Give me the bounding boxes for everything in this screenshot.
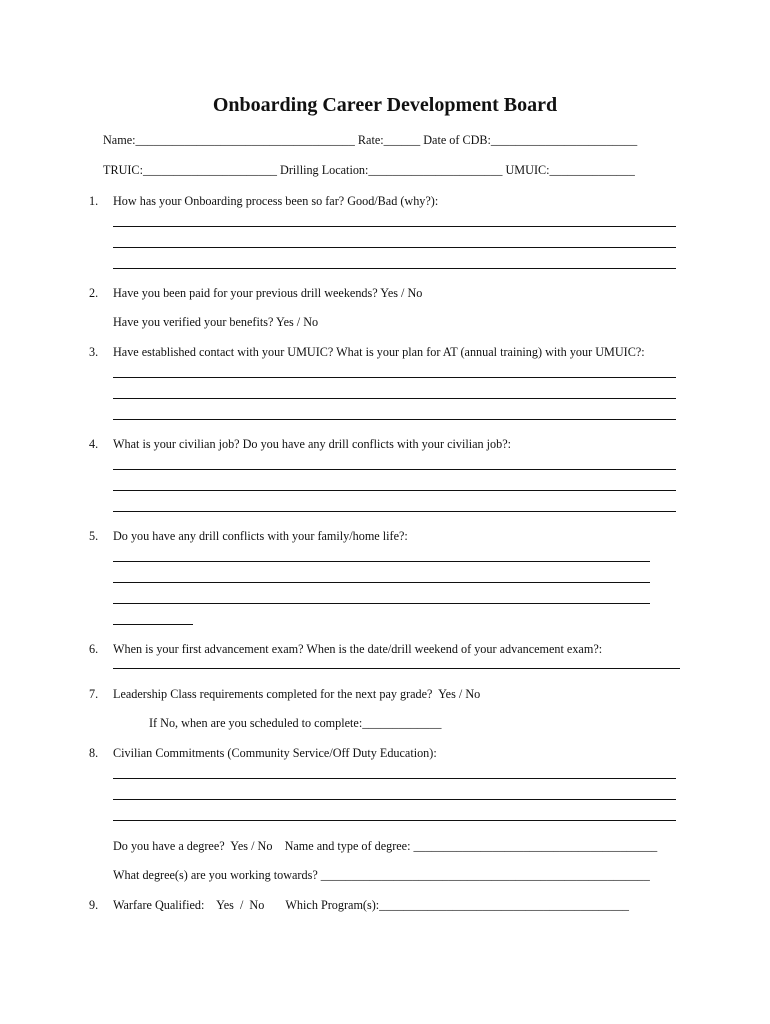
- answer-line[interactable]: [113, 624, 193, 625]
- question-number: 3.: [89, 345, 99, 359]
- answer-line[interactable]: [113, 469, 676, 470]
- answer-line[interactable]: [113, 226, 676, 227]
- answer-line[interactable]: [113, 490, 676, 491]
- question-1-text: How has your Onboarding process been so far? Good/Bad (why?):: [113, 194, 439, 208]
- question-7-text: Leadership Class requirements completed for the next pay grade? Yes / No: [113, 687, 481, 701]
- question-number: 4.: [89, 437, 99, 451]
- answer-line[interactable]: [113, 778, 676, 779]
- answer-line[interactable]: [113, 377, 676, 378]
- question-number: 9.: [89, 898, 99, 912]
- answer-line[interactable]: [113, 419, 676, 420]
- page-title: Onboarding Career Development Board: [212, 94, 558, 116]
- question-number: 7.: [89, 687, 99, 701]
- question-8-degree-working[interactable]: What degree(s) are you working towards? ______________________________________________________: [113, 868, 650, 882]
- question-6-text: When is your first advancement exam? When is the date/drill weekend of your advancement exam?:: [113, 642, 603, 656]
- answer-line[interactable]: [113, 582, 650, 583]
- answer-line[interactable]: [113, 668, 680, 669]
- question-8-text: Civilian Commitments (Community Service/Off Duty Education):: [113, 746, 437, 760]
- answer-line[interactable]: [113, 799, 676, 800]
- question-number: 1.: [89, 194, 99, 208]
- question-5-text: Do you have any drill conflicts with your family/home life?:: [113, 529, 408, 543]
- question-3-text: Have established contact with your UMUIC? What is your plan for AT (annual training) with your UMUIC?:: [113, 345, 645, 359]
- question-number: 6.: [89, 642, 99, 656]
- answer-line[interactable]: [113, 398, 676, 399]
- question-number: 2.: [89, 286, 99, 300]
- answer-line[interactable]: [113, 268, 676, 269]
- answer-line[interactable]: [113, 820, 676, 821]
- question-4-text: What is your civilian job? Do you have any drill conflicts with your civilian job?:: [113, 437, 512, 451]
- question-2-benefits: Have you verified your benefits? Yes / No: [113, 315, 319, 329]
- answer-line[interactable]: [113, 561, 650, 562]
- question-8-degree[interactable]: Do you have a degree? Yes / No Name and type of degree: ________________________________________: [113, 839, 658, 853]
- question-2-text: Have you been paid for your previous drill weekends? Yes / No: [113, 286, 423, 300]
- question-9-text[interactable]: Warfare Qualified: Yes / No Which Program(s):_________________________________________: [113, 898, 630, 912]
- answer-line[interactable]: [113, 511, 676, 512]
- answer-line[interactable]: [113, 603, 650, 604]
- question-number: 8.: [89, 746, 99, 760]
- header-row-truic-location-umuic[interactable]: TRUIC:______________________ Drilling Location:______________________ UMUIC:______________: [103, 163, 635, 177]
- question-number: 5.: [89, 529, 99, 543]
- answer-line[interactable]: [113, 247, 676, 248]
- header-row-name-rate-date[interactable]: Name:____________________________________ Rate:______ Date of CDB:________________________: [103, 133, 638, 147]
- question-7-schedule[interactable]: If No, when are you scheduled to complete:_____________: [149, 716, 442, 730]
